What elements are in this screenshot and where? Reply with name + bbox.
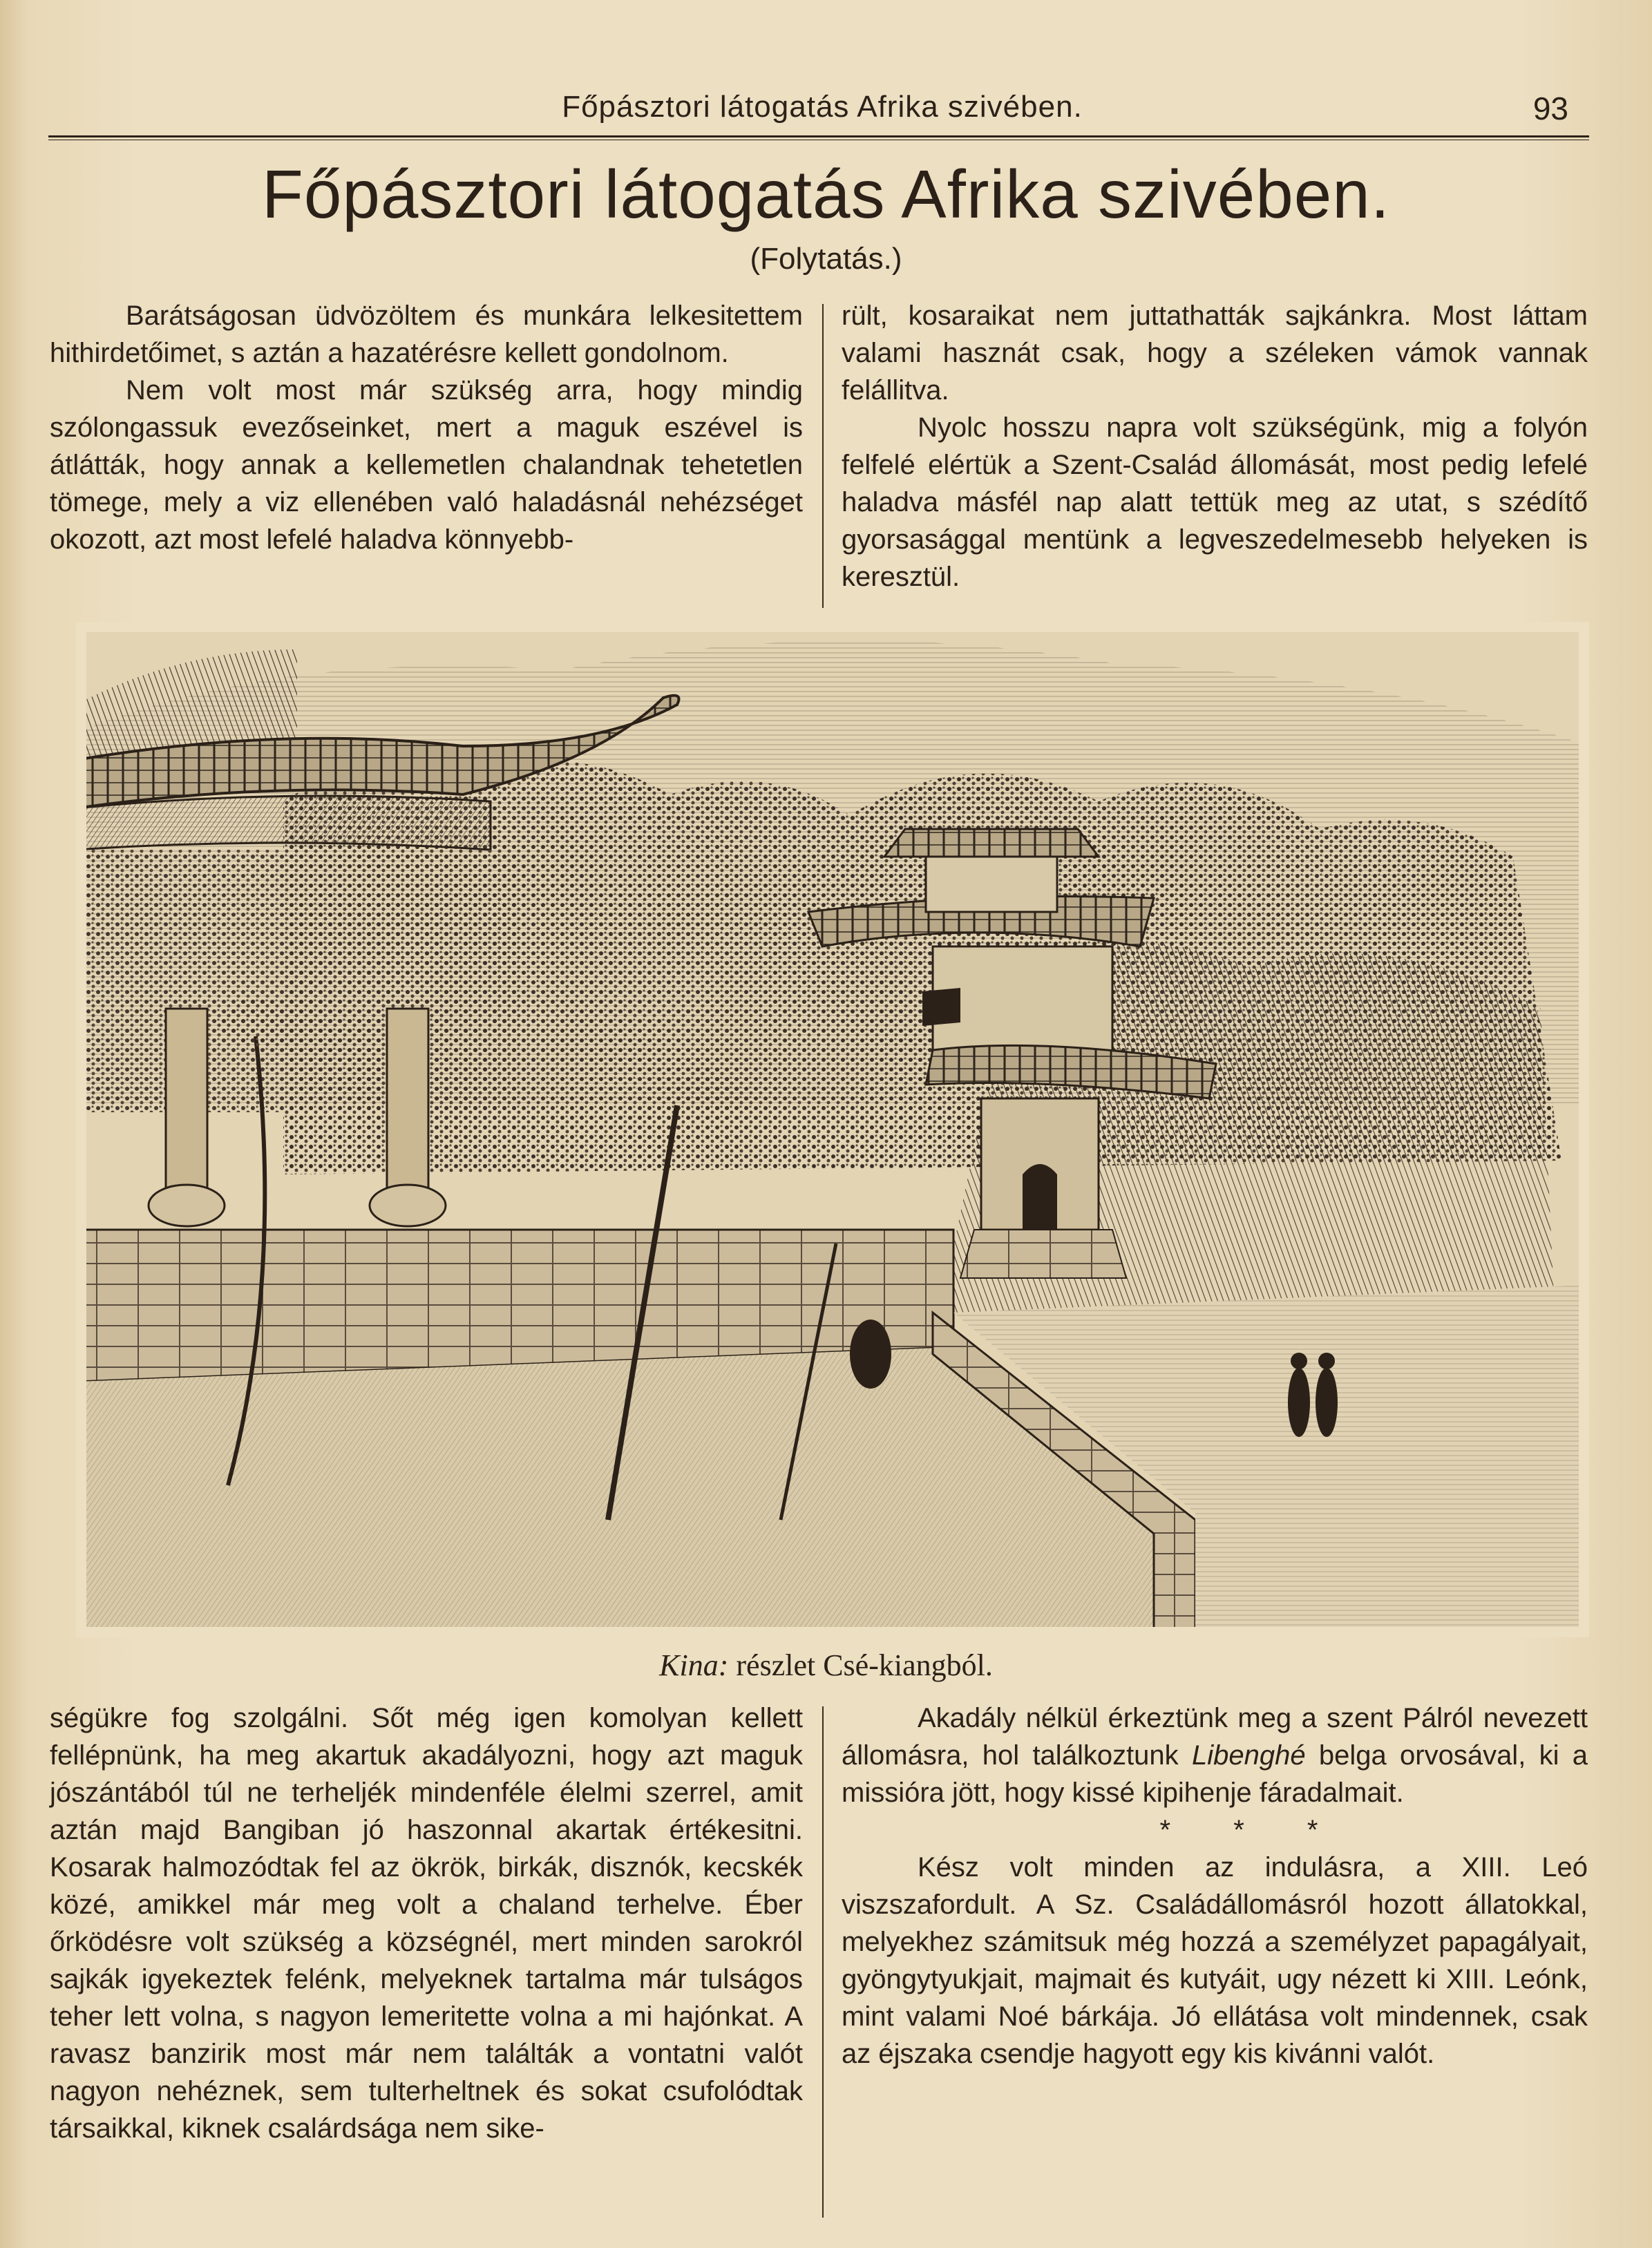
column-bottom-right xyxy=(842,1699,1588,2073)
caption-place: Kina: xyxy=(659,1648,729,1682)
paragraph: Barátságosan üdvözöltem és munkára lelkesitettem hithirdetőimet, s aztán a hazatérésre kellett gondolnom. xyxy=(50,301,803,368)
engraving-illustration xyxy=(76,622,1589,1637)
column-top-left xyxy=(50,297,803,558)
person-name: Libenghé xyxy=(1191,1740,1306,1771)
paragraph: Kész volt minden az indulásra, a XIII. Leó viszszafordult. A Sz. Családállomásról hozott állatokkal, melyekhez számitsuk még hozzá a személyzet papagályait, gyöngytyukjait, majmait és kutyáit, ugy nézett ki XIII. Leónk, mint valami Noé bárkája. Jó ellátása volt mindennek, csak az éjszaka csendje hagyott egy kis kivánni valót. xyxy=(842,1852,1588,2069)
running-header xyxy=(55,83,1589,138)
paragraph-text: belga orvosával, ki a missióra jött, hogy kissé kipihenje fáradalmait. xyxy=(842,1740,1588,1808)
column-bottom-left xyxy=(50,1699,803,2147)
caption-text: részlet Csé-kiangból. xyxy=(728,1648,993,1682)
article-title: Főpásztori látogatás Afrika szivében. xyxy=(261,156,1391,232)
paragraph: Nyolc hosszu napra volt szükségünk, mig a folyón felfelé elértük a Szent-Család állomását, most pedig lefelé haladva másfél nap alatt tettük meg az utat, s szédítő gyorsasággal mentünk a legveszedelmesebb helyeken is keresztül. xyxy=(842,412,1588,592)
section-break: * * * xyxy=(1159,1815,1346,1845)
paragraph: rült, kosaraikat nem juttathatták sajkánkra. Most láttam valami hasznát csak, hogy a széleken vámok vannak felállitva. xyxy=(842,301,1588,406)
column-divider xyxy=(822,304,824,608)
paragraph xyxy=(842,1699,1588,1811)
header-rule xyxy=(48,135,1589,140)
column-top-right xyxy=(842,297,1588,596)
illustration-caption xyxy=(0,1648,1652,1683)
page-number: 93 xyxy=(1532,91,1568,126)
paragraph: ségükre fog szolgálni. Sőt még igen komolyan kellett fellépnünk, ha meg akartuk akadályozni, hogy azt maguk jószántából túl ne terheljék mindenféle élelmi szerrel, amit aztán majd Bangiban jó haszonnal akartak értékesitni. Kosarak halmozódtak fel az ökrök, birkák, disznók, kecskék közé, amikkel már meg volt a chaland terhelve. Éber őrködésre volt szükség a községnél, mert minden sarokról sajkák igyekeztek felénk, melyeknek tartalma már tulságos teher lett volna, s nagyon lemeritette volna a mi hajónkat. A ravasz banzirik most már nem találták a vontatni valót nagyon nehéznek, sem tulterheltnek és sokat csufolódtak társaikkal, kiknek csalárdsága nem sike- xyxy=(50,1703,803,2144)
column-divider xyxy=(822,1706,824,2218)
paragraph-text: Akadály nélkül érkeztünk meg a szent Pálról nevezett állomásra, hol találkoztunk xyxy=(842,1703,1588,1771)
running-title: Főpásztori látogatás Afrika szivében. xyxy=(562,90,1083,124)
paragraph: Nem volt most már szükség arra, hogy mindig szólongassuk evezőseinket, mert a maguk eszével is átlátták, hogy annak a kellemetlen chalandnak tehetetlen tömege, mely a viz ellenében való haladásnál nehézséget okozott, azt most lefelé haladva könnyebb- xyxy=(50,375,803,555)
article-subtitle: (Folytatás.) xyxy=(750,242,902,276)
